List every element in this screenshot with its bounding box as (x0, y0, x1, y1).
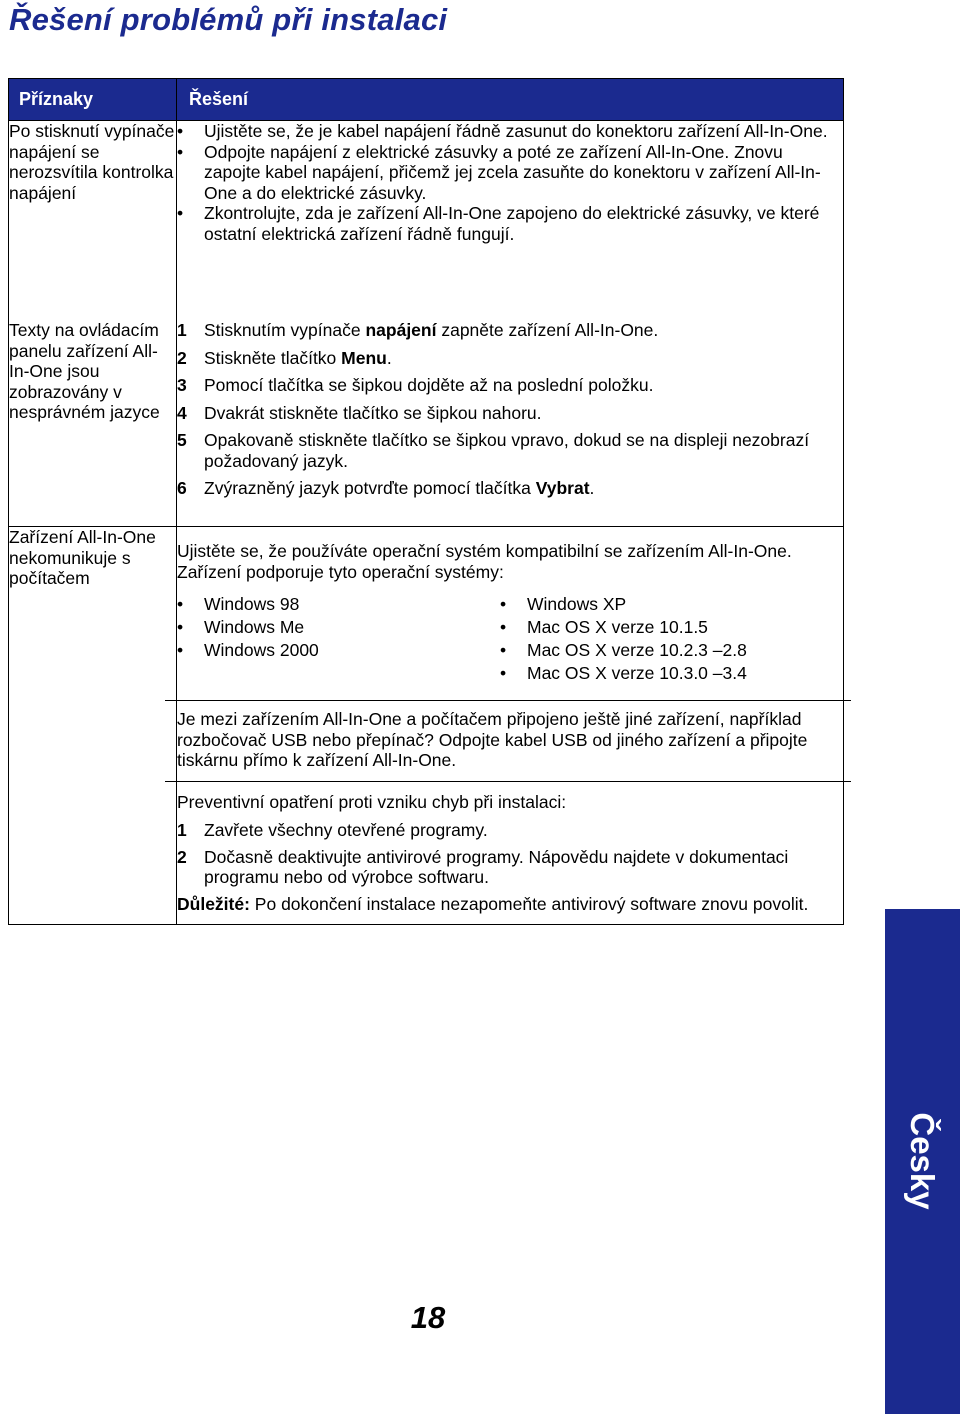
list-item (177, 430, 843, 471)
language-steps-list (177, 320, 843, 499)
prevention-steps-list (177, 820, 843, 888)
list-item (177, 478, 843, 499)
list-item (177, 847, 843, 888)
step-text: Zvýrazněný jazyk potvrďte pomocí tlačítka (204, 478, 536, 498)
table-row (9, 318, 844, 527)
important-text: Po dokončení instalace nezapomeňte antivirový software znovu povolit. (249, 893, 809, 914)
troubleshooting-table (8, 78, 844, 925)
important-note (177, 894, 843, 915)
os-compatibility-block (177, 541, 843, 686)
page-title: Řešení problémů při instalaci (9, 2, 448, 37)
step-text: Dvakrát stiskněte tlačítko se šipkou nahoru. (204, 402, 542, 423)
step-number: 6 (177, 478, 187, 498)
step-number: 5 (177, 430, 187, 450)
usb-text: Je mezi zařízením All-In-One a počítačem připojeno ještě jiné zařízení, například rozbočovač USB nebo přepínač? Odpojte kabel USB od jiného zařízení a připojte tiskárnu přímo k zařízení All-In-One. (177, 709, 808, 770)
step-keyword: napájení (365, 320, 437, 340)
list-item: • Mac OS X verze 10.1.5 (500, 617, 823, 638)
os-list-other (500, 594, 823, 686)
side-tab-label: Česky (904, 1112, 941, 1210)
solution-cell (177, 318, 844, 527)
os-intro: Ujistěte se, že používáte operační systém kompatibilní se zařízením All-In-One. Zařízení podporuje tyto operační systémy: (177, 541, 792, 582)
list-item (177, 820, 843, 841)
step-text: Stisknutím vypínače (204, 320, 366, 340)
list-item: • Windows Me (177, 617, 500, 638)
table-row (9, 121, 844, 319)
list-item: • Zkontrolujte, zda je zařízení All-In-One zapojeno do elektrické zásuvky, ve které ostatní elektrická zařízení řádně fungují. (177, 203, 843, 244)
list-item (177, 375, 843, 396)
prevention-block (177, 782, 843, 925)
step-keyword: Vybrat (535, 478, 590, 498)
list-item (177, 348, 843, 369)
step-number: 3 (177, 375, 187, 395)
table-row (9, 527, 844, 925)
header-symptoms: Příznaky (9, 79, 177, 121)
list-item: • Windows 2000 (177, 640, 500, 661)
language-side-tab (885, 909, 960, 1414)
step-text: . (386, 347, 392, 368)
step-text: Dočasně deaktivujte antivirové programy. Nápovědu najdete v dokumentaci programu nebo od výrobce softwaru. (204, 846, 789, 887)
symptom-cell: Po stisknutí vypínače napájení se nerozsvítila kontrolka napájení (9, 121, 177, 319)
list-item: • Windows XP (500, 594, 823, 615)
prevention-intro: Preventivní opatření proti vzniku chyb při instalaci: (177, 791, 567, 812)
list-item (177, 320, 843, 341)
list-item: • Mac OS X verze 10.2.3 –2.8 (500, 640, 823, 661)
list-item: • Windows 98 (177, 594, 500, 615)
step-number: 4 (177, 402, 187, 423)
solution-bullet-list (177, 121, 843, 244)
os-list-columns (177, 594, 843, 686)
important-label: Důležité: (177, 893, 250, 914)
list-item: • Ujistěte se, že je kabel napájení řádně zasunut do konektoru zařízení All-In-One. (177, 121, 843, 142)
step-text: zapněte zařízení All-In-One. (436, 320, 659, 340)
step-number: 1 (177, 820, 187, 840)
page-number: 18 (410, 1300, 446, 1335)
step-number: 1 (177, 320, 187, 340)
symptom-cell: Zařízení All-In-One nekomunikuje s počítačem (9, 527, 177, 925)
solution-cell (177, 121, 844, 319)
solution-cell (177, 527, 844, 925)
step-number: 2 (177, 846, 187, 867)
list-item: • Mac OS X verze 10.3.0 –3.4 (500, 663, 823, 684)
header-solution: Řešení (177, 79, 844, 121)
usb-block (177, 701, 843, 781)
step-text: . (589, 478, 595, 498)
step-number: 2 (177, 347, 187, 368)
step-text: Opakovaně stiskněte tlačítko se šipkou vpravo, dokud se na displeji nezobrazí požadovaný jazyk. (204, 430, 810, 471)
step-keyword: Menu (341, 347, 387, 368)
step-text: Stiskněte tlačítko (204, 347, 342, 368)
step-text: Pomocí tlačítka se šipkou dojděte až na poslední položku. (204, 375, 654, 395)
list-item (177, 403, 843, 424)
os-list-windows (177, 594, 500, 686)
step-text: Zavřete všechny otevřené programy. (204, 820, 488, 840)
list-item: • Odpojte napájení z elektrické zásuvky a poté ze zařízení All-In-One. Znovu zapojte kabel napájení, přičemž jej zcela zasuňte do konektoru v zařízení All-In-One a do elektrické zásuvky. (177, 142, 843, 204)
table-header-row (9, 79, 844, 121)
symptom-cell: Texty na ovládacím panelu zařízení All-In-One jsou zobrazovány v nesprávném jazyce (9, 318, 177, 527)
